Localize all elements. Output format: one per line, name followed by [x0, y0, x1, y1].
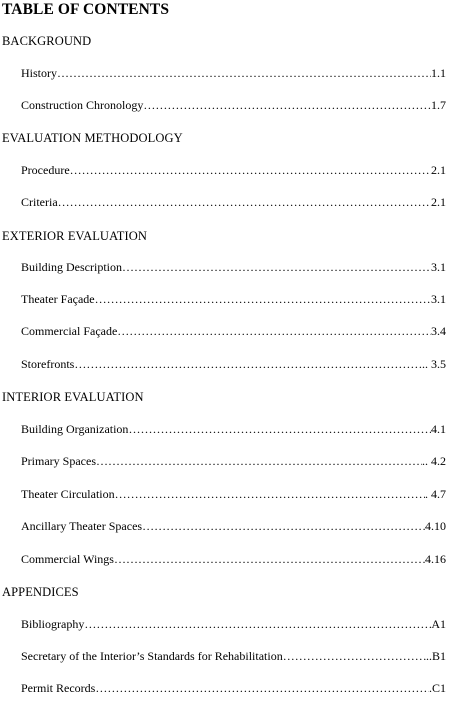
section-heading-background: BACKGROUND: [2, 34, 92, 48]
dot-leader: [58, 195, 431, 210]
toc-entry-storefronts[interactable]: [21, 357, 446, 373]
dot-leader: [114, 552, 425, 567]
page-title: TABLE OF CONTENTS: [2, 1, 170, 18]
section-heading-appendices: APPENDICES: [2, 585, 79, 599]
toc-entry-ancillary-theater-spaces[interactable]: [21, 519, 446, 535]
toc-entry-page: 3.1: [431, 292, 446, 306]
toc-entry-commercial-wings[interactable]: [21, 552, 446, 568]
toc-entry-label: Construction Chronology: [21, 98, 144, 112]
dot-leader: [84, 617, 431, 632]
toc-entry-page: . 4.7: [425, 487, 446, 501]
toc-entry-secretary-standards[interactable]: [21, 649, 446, 665]
toc-entry-label: Building Description: [21, 260, 122, 274]
toc-entry-page: 3.1: [431, 260, 446, 274]
dot-leader: [95, 681, 429, 696]
toc-entry-label: Secretary of the Interior’s Standards for Rehabilitation: [21, 649, 283, 663]
toc-entry-procedure[interactable]: [21, 163, 446, 179]
toc-entry-page: 4.16: [425, 552, 446, 566]
toc-entry-page: 4.1: [431, 422, 446, 436]
toc-entry-commercial-facade[interactable]: [21, 324, 446, 340]
dot-leader: [283, 649, 426, 664]
toc-entry-label: Permit Records: [21, 681, 96, 695]
toc-entry-history[interactable]: [21, 66, 446, 82]
toc-entry-page: .C1: [428, 681, 446, 695]
dot-leader: [143, 98, 431, 113]
dot-leader: [142, 519, 425, 534]
toc-entry-label: Procedure: [21, 163, 70, 177]
toc-entry-label: Criteria: [21, 195, 58, 209]
toc-entry-page: .. 3.5: [422, 357, 446, 371]
toc-entry-page: 4.10: [425, 519, 446, 533]
toc-entry-page: 2.1: [431, 195, 446, 209]
toc-entry-label: Commercial Wings: [21, 552, 114, 566]
toc-entry-theater-circulation[interactable]: [21, 487, 446, 503]
toc-entry-page: 3.4: [431, 324, 446, 338]
toc-entry-page: 2.1: [431, 163, 446, 177]
toc-entry-permit-records[interactable]: [21, 681, 446, 697]
dot-leader: [95, 292, 431, 307]
dot-leader: [128, 422, 431, 437]
toc-entry-page: .. 4.2: [422, 454, 446, 468]
toc-entry-label: History: [21, 66, 57, 80]
toc-entry-building-description[interactable]: [21, 260, 446, 276]
toc-entry-label: Commercial Façade: [21, 324, 118, 338]
toc-entry-bibliography[interactable]: [21, 617, 446, 633]
toc-entry-label: Storefronts: [21, 357, 75, 371]
dot-leader: [74, 357, 422, 372]
section-heading-interior-evaluation: INTERIOR EVALUATION: [2, 390, 144, 404]
toc-entry-label: Theater Façade: [21, 292, 95, 306]
toc-entry-page: ..B1: [425, 649, 446, 663]
toc-entry-label: Primary Spaces: [21, 454, 96, 468]
toc-entry-page: 1.1: [431, 66, 446, 80]
dot-leader: [96, 454, 422, 469]
section-heading-evaluation-methodology: EVALUATION METHODOLOGY: [2, 131, 183, 145]
dot-leader: [70, 163, 431, 178]
toc-entry-theater-facade[interactable]: [21, 292, 446, 308]
toc-entry-label: Ancillary Theater Spaces: [21, 519, 143, 533]
section-heading-exterior-evaluation: EXTERIOR EVALUATION: [2, 229, 148, 243]
dot-leader: [117, 324, 431, 339]
toc-entry-primary-spaces[interactable]: [21, 454, 446, 470]
toc-entry-page: 1.7: [431, 98, 446, 112]
toc-entry-label: Bibliography: [21, 617, 85, 631]
dot-leader: [57, 66, 431, 81]
toc-entry-construction-chronology[interactable]: [21, 98, 446, 114]
toc-entry-page: A1: [431, 617, 446, 631]
toc-entry-criteria[interactable]: [21, 195, 446, 211]
toc-entry-building-organization[interactable]: [21, 422, 446, 438]
toc-entry-label: Theater Circulation: [21, 487, 115, 501]
dot-leader: [115, 487, 425, 502]
toc-entry-label: Building Organization: [21, 422, 129, 436]
dot-leader: [122, 260, 431, 275]
